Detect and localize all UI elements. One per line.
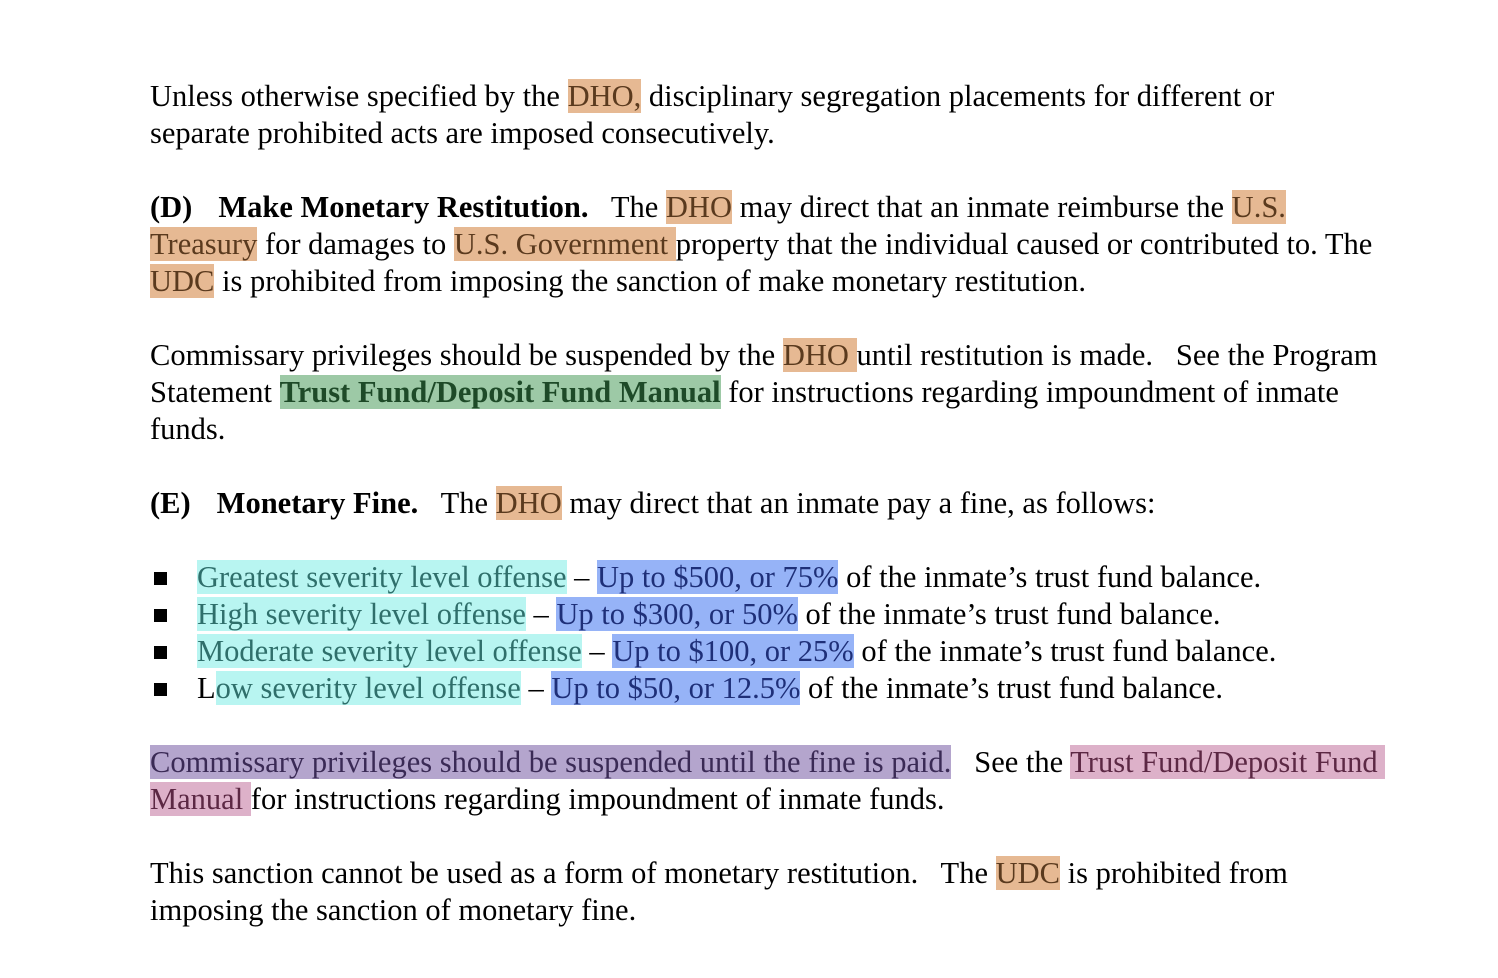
severity-level: Greatest severity level offense [197, 560, 567, 594]
paragraph-commissary-restitution: Commissary privileges should be suspended by the DHO until restitution is made. See the Program Statement Trust Fund/Deposit Fund Manual for instructions regarding impoundment of inmate funds. [150, 338, 1386, 446]
highlight-udc: UDC [150, 264, 215, 298]
square-bullet-icon [154, 572, 167, 585]
section-label: (D) [150, 190, 193, 224]
highlight-commissary-sentence: Commissary privileges should be suspended until the fine is paid. [150, 745, 952, 779]
paragraph-sanction-limit: This sanction cannot be used as a form of monetary restitution. The UDC is prohibited from imposing the sanction of monetary fine. [150, 856, 1296, 927]
severity-level: ow severity level offense [215, 671, 521, 705]
list-item: High severity level offense – Up to $300, or 50% of the inmate’s trust fund balance. [150, 596, 1380, 633]
list-item: Low severity level offense – Up to $50, or 12.5% of the inmate’s trust fund balance. [150, 670, 1380, 707]
fine-amount: Up to $50, or 12.5% [551, 671, 801, 705]
severity-level: Moderate severity level offense [197, 634, 582, 668]
fine-list [150, 559, 1380, 707]
list-item: Greatest severity level offense – Up to $500, or 75% of the inmate’s trust fund balance. [150, 559, 1380, 596]
highlight-us-government: U.S. Government [453, 227, 676, 261]
fine-amount: Up to $500, or 75% [597, 560, 839, 594]
section-e-fine: (E) Monetary Fine. The DHO may direct that an inmate pay a fine, as follows: [150, 486, 1156, 520]
square-bullet-icon [154, 646, 167, 659]
list-item: Moderate severity level offense – Up to $100, or 25% of the inmate’s trust fund balance. [150, 633, 1380, 670]
section-d-restitution: (D) Make Monetary Restitution. The DHO may direct that an inmate reimburse the U.S. Treasury for damages to U.S. Government property that the individual caused or contributed to. The UDC is prohibited from imposing the sanction of make monetary restitution. [150, 190, 1373, 298]
section-heading: Make Monetary Restitution. [218, 190, 589, 224]
paragraph-segregation: Unless otherwise specified by the DHO, disciplinary segregation placements for different or separate prohibited acts are imposed consecutively. [150, 79, 1275, 150]
highlight-dho: DHO [665, 190, 732, 224]
highlight-udc: UDC [995, 856, 1061, 890]
paragraph-commissary-fine: Commissary privileges should be suspended until the fine is paid. See the Trust Fund/Deposit Fund Manual for instructions regarding impoundment of inmate funds. [150, 745, 1386, 816]
highlight-dho: DHO [782, 338, 857, 372]
fine-amount: Up to $300, or 50% [556, 597, 798, 631]
highlight-dho: DHO, [567, 79, 642, 113]
link-trust-fund-manual[interactable]: Trust Fund/Deposit Fund Manual [150, 745, 1386, 816]
fine-amount: Up to $100, or 25% [612, 634, 854, 668]
square-bullet-icon [154, 609, 167, 622]
document-page [150, 78, 1386, 966]
section-label: (E) [150, 486, 191, 520]
highlight-us-treasury: U.S. Treasury [150, 190, 1286, 261]
section-heading: Monetary Fine. [216, 486, 419, 520]
link-trust-fund-manual[interactable]: Trust Fund/Deposit Fund Manual [279, 375, 721, 409]
highlight-dho: DHO [495, 486, 562, 520]
severity-level: High severity level offense [197, 597, 526, 631]
square-bullet-icon [154, 683, 167, 696]
